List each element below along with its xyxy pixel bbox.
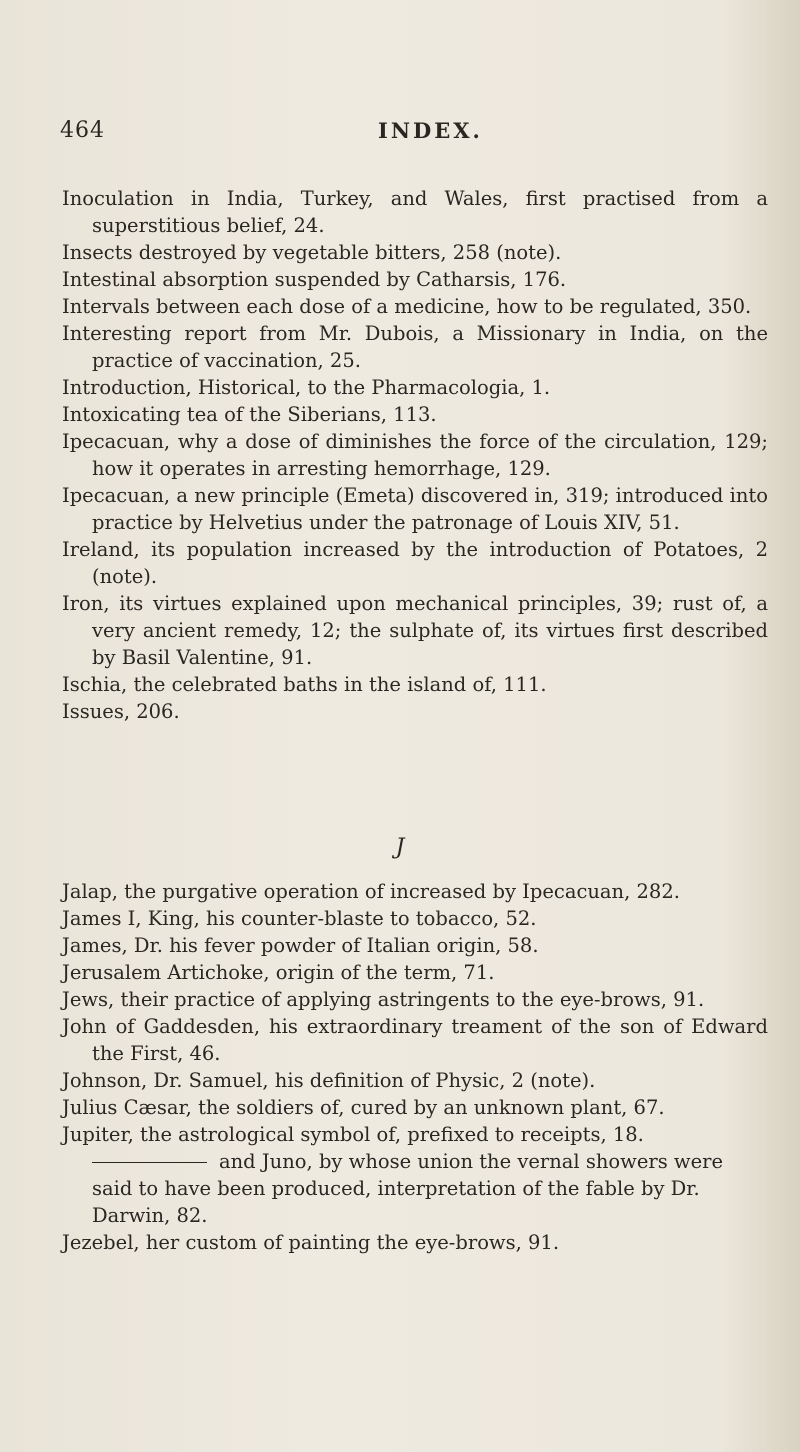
index-entry: Intestinal absorption suspended by Catharsis, 176.: [62, 268, 567, 291]
page-number: 464: [60, 118, 105, 143]
index-entry: Inoculation in India, Turkey, and Wales, first practised from a superstitious belief, 24.: [62, 187, 768, 237]
page-header: [0, 118, 800, 158]
index-entry: Insects destroyed by vegetable bitters, 258 (note).: [62, 241, 562, 264]
running-title: INDEX.: [378, 118, 483, 143]
index-section-i: [62, 185, 768, 725]
index-entry: James I, King, his counter-blaste to tobacco, 52.: [62, 907, 537, 930]
index-entry: Jerusalem Artichoke, origin of the term, 71.: [62, 961, 495, 984]
index-entry: Ischia, the celebrated baths in the island of, 111.: [62, 673, 547, 696]
index-entry: Johnson, Dr. Samuel, his definition of Physic, 2 (note).: [62, 1069, 596, 1092]
ditto-dash: [92, 1162, 207, 1163]
index-entry: Jalap, the purgative operation of increased by Ipecacuan, 282.: [62, 880, 680, 903]
letter-heading: J: [395, 835, 405, 860]
index-entry: Intervals between each dose of a medicine, how to be regulated, 350.: [62, 295, 752, 318]
index-entry: Jezebel, her custom of painting the eye-brows, 91.: [62, 1231, 560, 1254]
index-entry: Ipecacuan, why a dose of diminishes the force of the circulation, 129; how it operates in arresting hemorrhage, 129.: [62, 430, 768, 480]
index-entry: Issues, 206.: [62, 700, 180, 723]
index-entry: Intoxicating tea of the Siberians, 113.: [62, 403, 437, 426]
index-entry: Introduction, Historical, to the Pharmacologia, 1.: [62, 376, 551, 399]
index-entry: Ireland, its population increased by the introduction of Potatoes, 2 (note).: [62, 538, 768, 588]
index-subentry: [62, 1148, 768, 1229]
subentry-text: and Juno, by whose union the vernal showers were said to have been produced, interpretation of the fable by Dr. Darwin, 82.: [92, 1150, 724, 1227]
index-entry: Jupiter, the astrological symbol of, prefixed to receipts, 18.: [62, 1123, 644, 1146]
index-section-j: [62, 878, 768, 1256]
index-entry: Julius Cæsar, the soldiers of, cured by an unknown plant, 67.: [62, 1096, 665, 1119]
index-entry: Interesting report from Mr. Dubois, a Missionary in India, on the practice of vaccination, 25.: [62, 322, 768, 372]
index-entry: Iron, its virtues explained upon mechanical principles, 39; rust of, a very ancient remedy, 12; the sulphate of, its virtues first described by Basil Valentine, 91.: [62, 592, 768, 669]
index-entry: Jews, their practice of applying astringents to the eye-brows, 91.: [62, 988, 705, 1011]
index-entry: Ipecacuan, a new principle (Emeta) discovered in, 319; introduced into practice by Helvetius under the patronage of Louis XIV, 51.: [62, 484, 768, 534]
index-entry: John of Gaddesden, his extraordinary treament of the son of Edward the First, 46.: [62, 1015, 768, 1065]
index-entry: James, Dr. his fever powder of Italian origin, 58.: [62, 934, 539, 957]
